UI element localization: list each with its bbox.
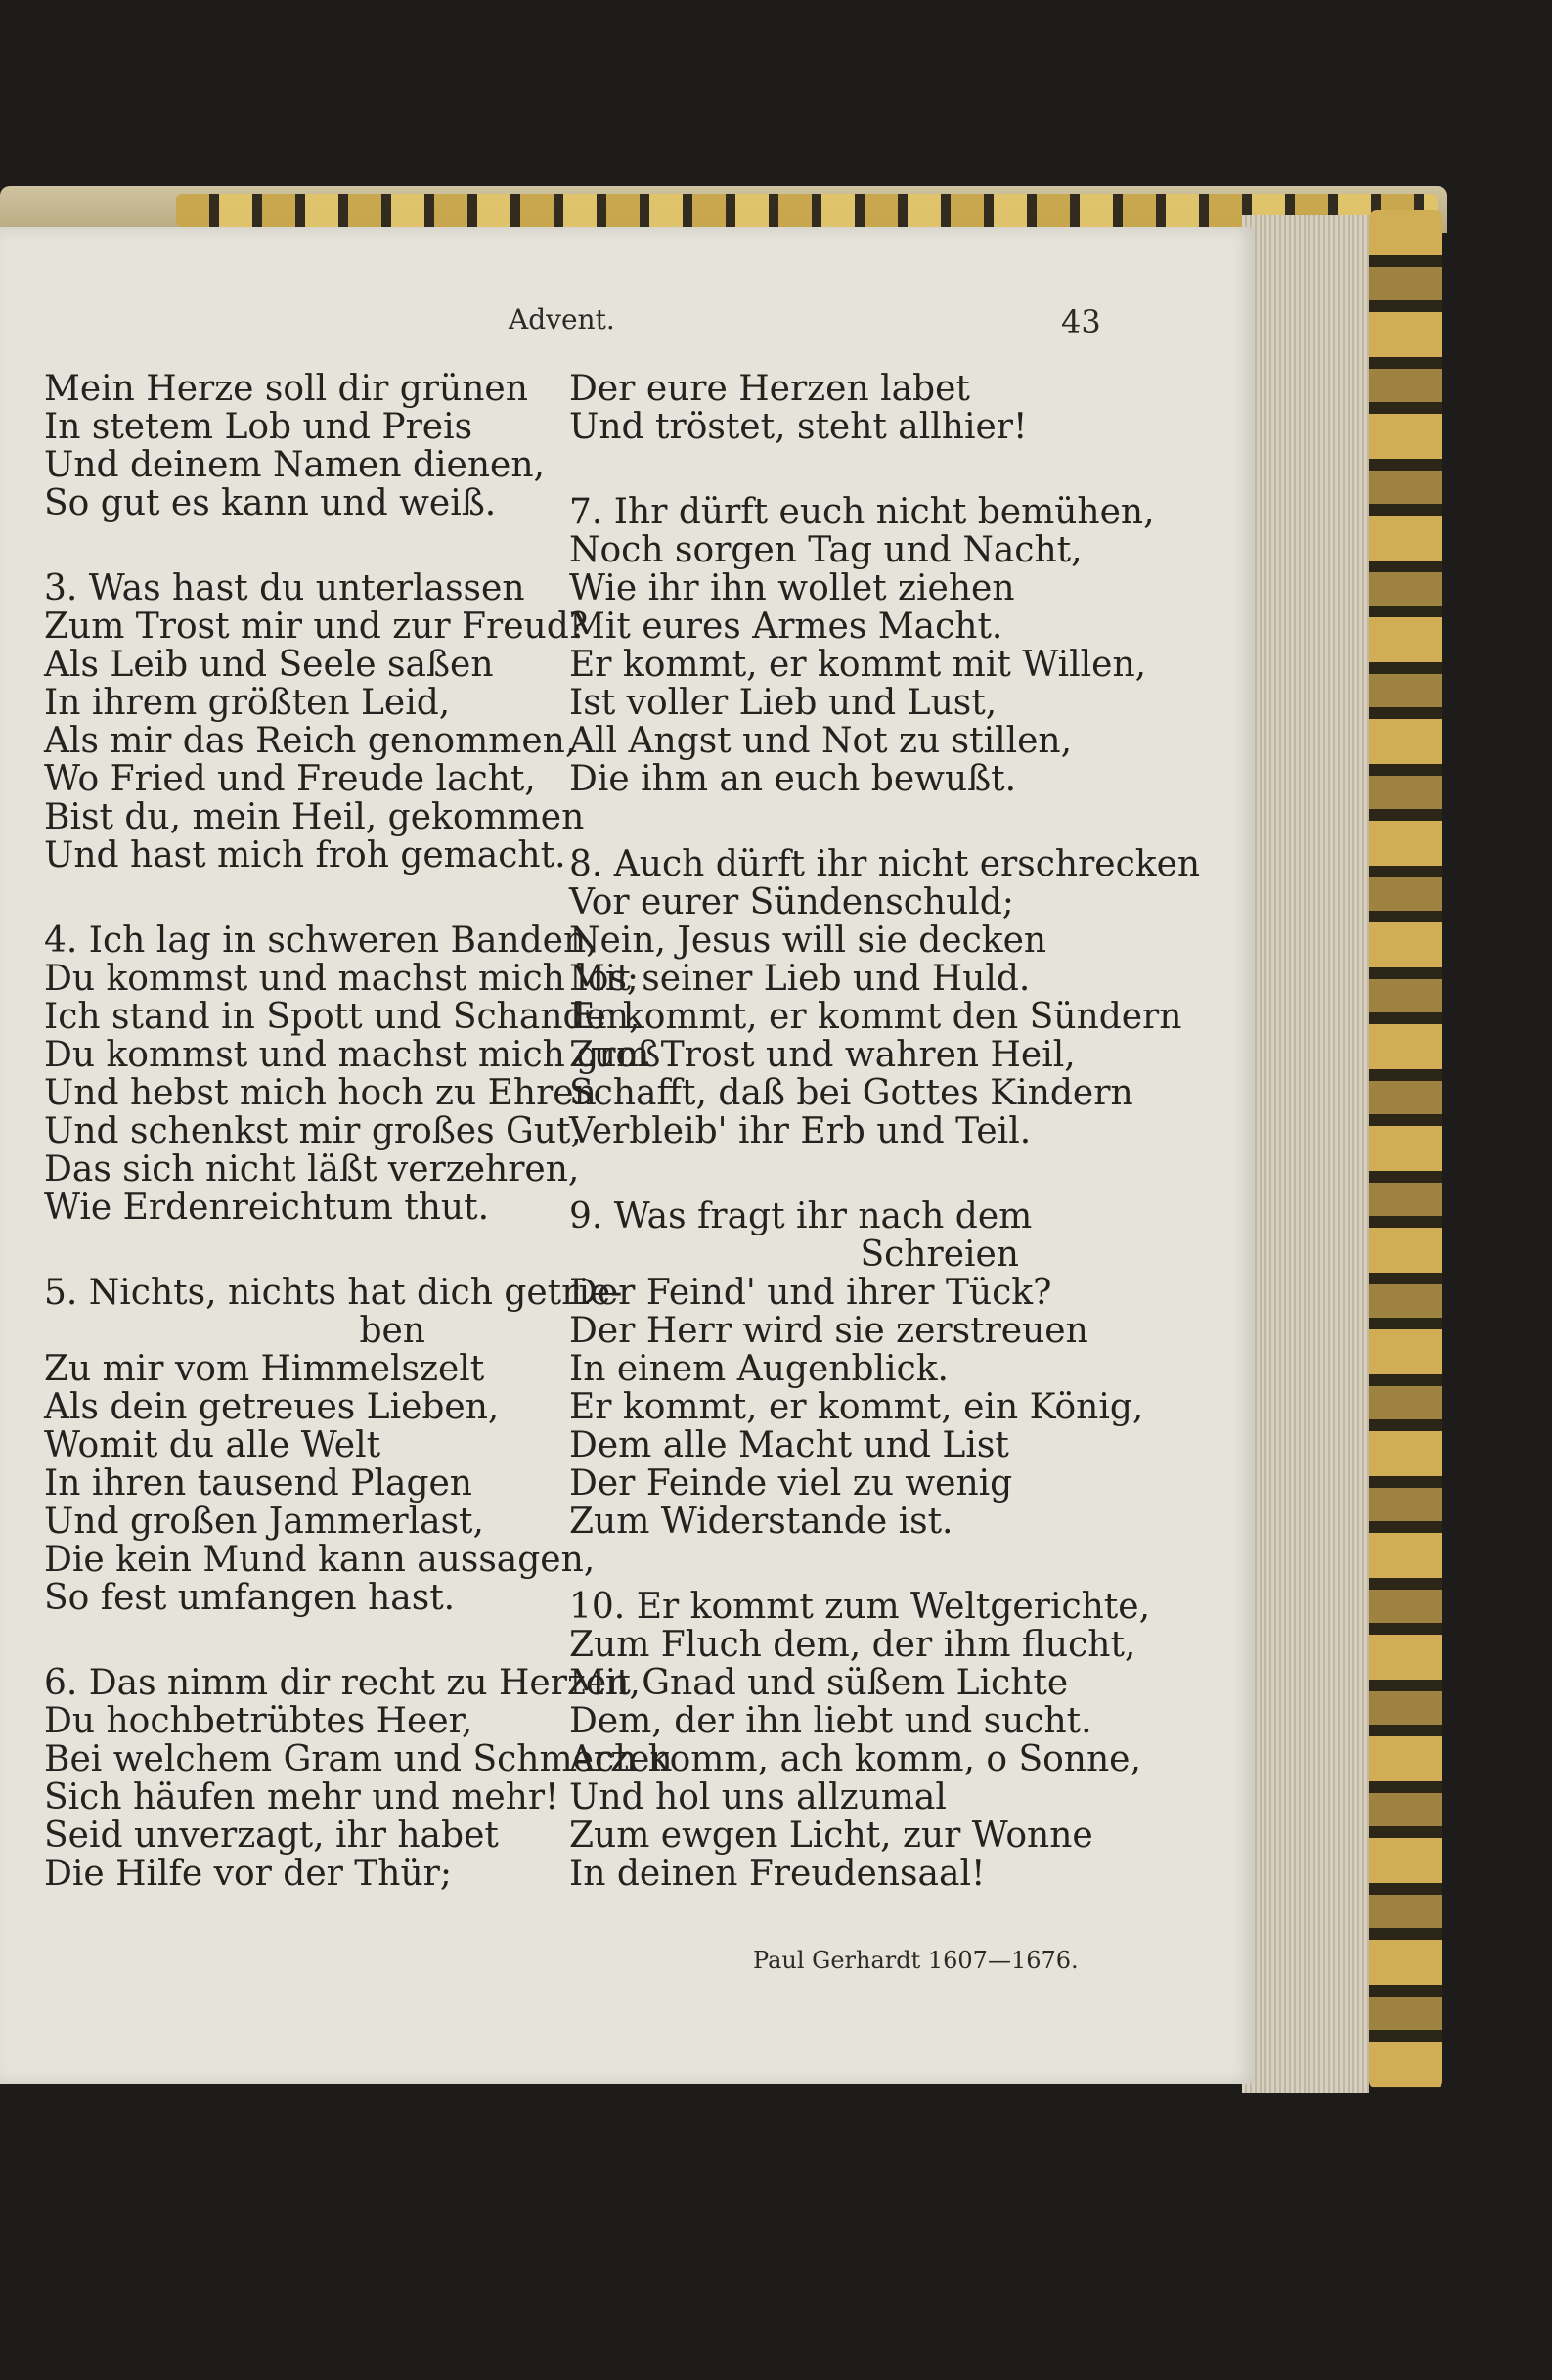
verse-line: Schreien [860,1235,1019,1275]
verse-line: Das sich nicht läßt verzehren, [44,1149,580,1190]
verse-line: Mit Gnad und süßem Lichte [569,1663,1069,1703]
verse-line: Du hochbetrübtes Heer, [44,1701,473,1741]
verse-line: In ihrem größten Leid, [44,683,451,723]
verse-line: Die kein Mund kann aussagen, [44,1540,596,1580]
verse-line: Wie ihr ihn wollet ziehen [569,568,1015,608]
stanza [569,370,1156,446]
verse-line: Der Herr wird sie zerstreuen [569,1311,1088,1351]
verse-line: Und schenkst mir großes Gut, [44,1111,582,1151]
verse-line: Der Feinde viel zu wenig [569,1463,1013,1504]
gilt-fore-edge [1369,210,1442,2088]
verse-line: In deinen Freudensaal! [569,1854,986,1894]
verse-line: Dem alle Macht und List [569,1425,1009,1465]
verse-line: Als Leib und Seele saßen [44,645,494,685]
running-head-title: Advent. [509,303,615,336]
verse-line: Ich stand in Spott und Schanden, [44,997,641,1037]
verse-line: Zum Widerstande ist. [569,1502,953,1542]
left-column [44,369,673,1940]
stanza [569,844,1201,1151]
verse-line: So gut es kann und weiß. [44,483,497,523]
verse-line: 7. Ihr dürft euch nicht bemühen, [569,492,1155,532]
verse-line: Verbleib' ihr Erb und Teil. [569,1111,1032,1151]
verse-line: Womit du alle Welt [44,1425,381,1465]
verse-line: Wo Fried und Freude lacht, [44,759,536,799]
verse-line: 5. Nichts, nichts hat dich getrie- [44,1273,623,1313]
verse-line: Du kommst und machst mich groß [44,1035,661,1075]
verse-line: Bei welchem Gram und Schmerzen [44,1739,673,1779]
stanza [44,921,661,1228]
verse-line: So fest umfangen hast. [44,1578,456,1618]
verse-line: Der eure Herzen labet [569,369,970,409]
verse-line: 9. Was fragt ihr nach dem [569,1196,1033,1236]
verse-line: Dem, der ihn liebt und sucht. [569,1701,1092,1741]
verse-line: Und hol uns allzumal [569,1777,947,1818]
verse-line: 8. Auch dürft ihr nicht erschrecken [569,844,1201,884]
right-column [569,369,1201,1940]
verse-line: Noch sorgen Tag und Nacht, [569,530,1083,570]
page-number: 43 [1061,303,1101,340]
verse-line: Als mir das Reich genommen, [44,721,577,761]
verse-line: Nein, Jesus will sie decken [569,921,1047,961]
verse-line: Und hast mich froh gemacht. [44,835,566,876]
verse-line: Er kommt, er kommt den Sündern [569,997,1182,1037]
verse-line: 6. Das nimm dir recht zu Herzen, [44,1663,641,1703]
verse-line: Und tröstet, steht allhier! [569,407,1028,447]
verse-line: Sich häufen mehr und mehr! [44,1777,559,1818]
verse-line: Du kommst und machst mich los; [44,959,640,999]
verse-line: 10. Er kommt zum Weltgerichte, [569,1587,1151,1627]
stanza [44,568,589,876]
verse-line: Der Feind' und ihrer Tück? [569,1273,1052,1313]
verse-line: Zum Trost und wahren Heil, [569,1035,1076,1075]
verse-line: Vor eurer Sündenschuld; [569,882,1014,922]
verse-line: Ach komm, ach komm, o Sonne, [569,1739,1141,1779]
verse-line: ben [359,1311,425,1351]
verse-line: Schafft, daß bei Gottes Kindern [569,1073,1133,1113]
verse-line: In stetem Lob und Preis [44,407,473,447]
verse-line: Die Hilfe vor der Thür; [44,1854,453,1894]
verse-line: Zum Fluch dem, der ihm flucht, [569,1625,1136,1665]
verse-line: Seid unverzagt, ihr habet [44,1816,499,1856]
verse-line: In einem Augenblick. [569,1349,949,1389]
stanza [569,493,1156,798]
verse-line: Zu mir vom Himmelszelt [44,1349,485,1389]
verse-line: Die ihm an euch bewußt. [569,759,1017,799]
verse-line: Und hebst mich hoch zu Ehren [44,1073,597,1113]
stanza [569,1588,1156,1893]
verse-line: Als dein getreues Lieben, [44,1387,500,1427]
verse-line: Und großen Jammerlast, [44,1502,484,1542]
verse-line: Zum Trost mir und zur Freud? [44,606,589,647]
verse-line: Mit eures Armes Macht. [569,606,1003,647]
verse-line: Mein Herze soll dir grünen [44,369,528,409]
verse-line: Zum ewgen Licht, zur Wonne [569,1816,1093,1856]
stanza [569,1197,1156,1541]
verse-line: Und deinem Namen dienen, [44,445,545,485]
stanza [44,1663,673,1894]
verse-line: In ihren tausend Plagen [44,1463,472,1504]
verse-line: 4. Ich lag in schweren Banden, [44,921,598,961]
verse-line: Wie Erdenreichtum thut. [44,1188,490,1228]
verse-line: Er kommt, er kommt, ein König, [569,1387,1144,1427]
stanza [44,1273,623,1618]
stanza [44,370,572,522]
verse-line: All Angst und Not zu stillen, [569,721,1073,761]
verse-line: Mit seiner Lieb und Huld. [569,959,1031,999]
verse-line: Ist voller Lieb und Lust, [569,683,998,723]
page-edges [1242,215,1369,2093]
author-attribution: Paul Gerhardt 1607—1676. [753,1947,1079,1974]
verse-line: Er kommt, er kommt mit Willen, [569,645,1147,685]
verse-line: 3. Was hast du unterlassen [44,568,525,608]
verse-line: Bist du, mein Heil, gekommen [44,797,585,837]
